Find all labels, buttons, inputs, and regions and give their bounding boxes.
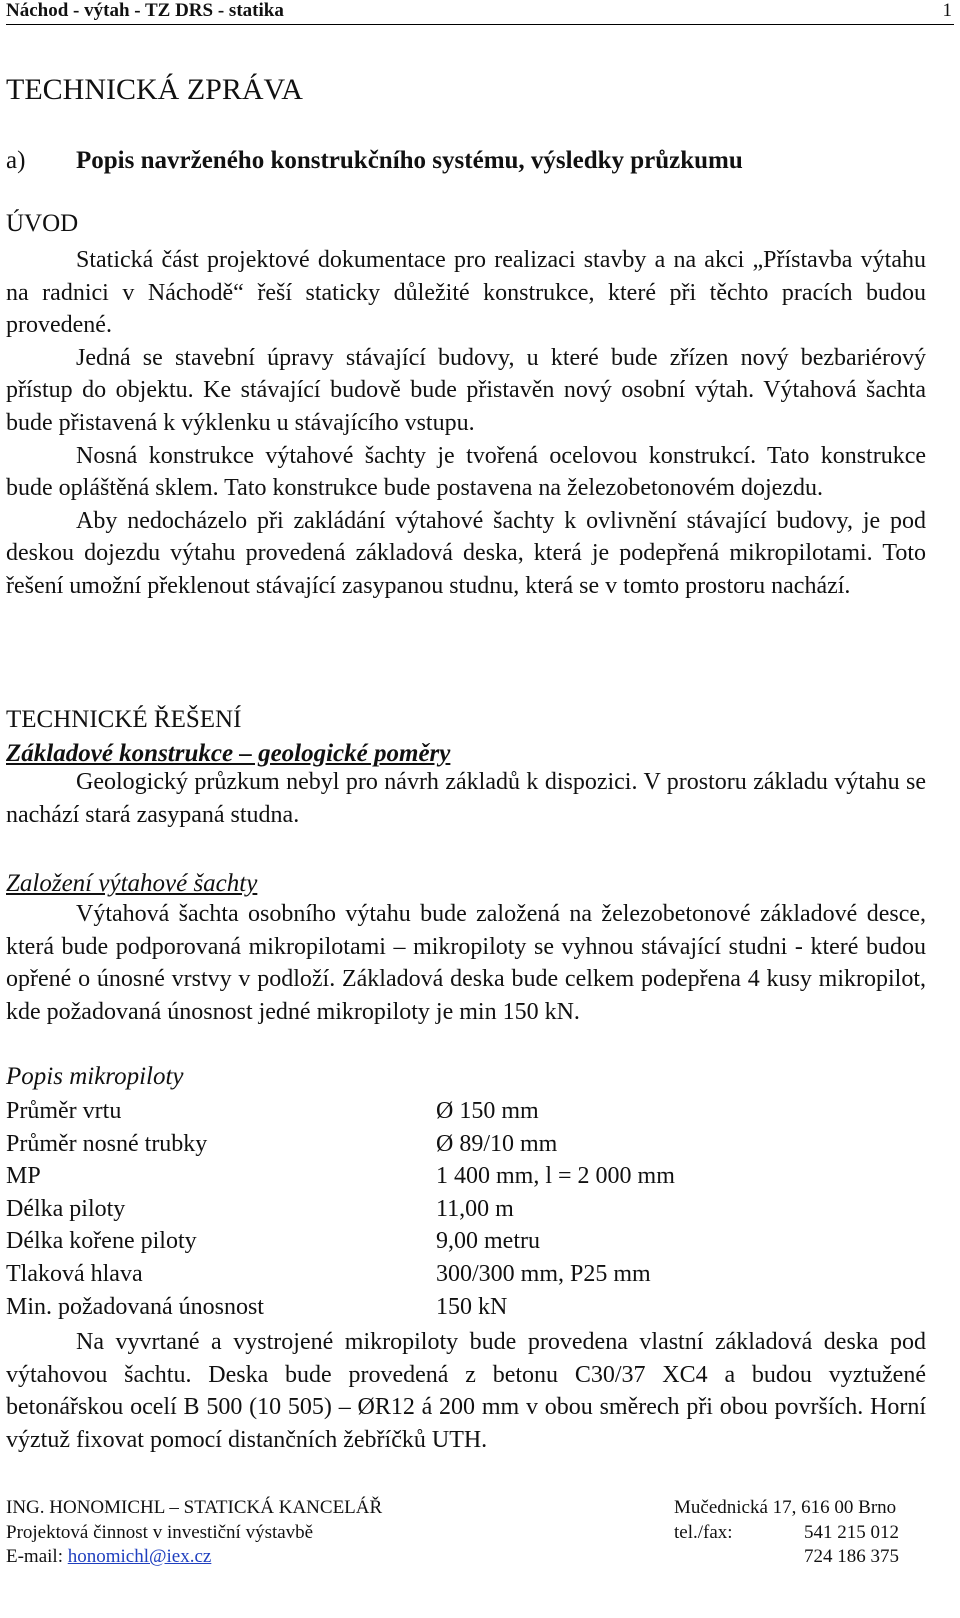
footer-tel: 541 215 012 — [804, 1521, 899, 1543]
section-label: a) — [6, 147, 26, 174]
page-number: 1 — [942, 0, 952, 21]
param-row — [6, 1291, 926, 1324]
uvod-text — [6, 244, 926, 603]
zalozeni-heading: Založení výtahové šachty — [6, 870, 258, 897]
param-value: Ø 150 mm — [436, 1098, 539, 1124]
zalozeni-paragraph: Výtahová šachta osobního výtahu bude založená na železobetonové základové desce, která bude podporovaná mikropilotami – mikropiloty se vyhnou stávající studni - které budou opřené o únosné vrstvy v podloží. Základová deska bude celkem podepřena 4 kusy mikropilot, kde požadovaná únosnost jedné mikropiloty je min 150 kN. — [6, 901, 926, 1025]
param-value: 11,00 m — [436, 1195, 514, 1222]
param-label: Tlaková hlava — [6, 1260, 143, 1287]
footer-row — [6, 1521, 926, 1546]
uvod-paragraph: Aby nedocházelo při zakládání výtahové šachty k ovlivnění stávající budovy, je pod deskou dojezdu výtahu provedená základová deska, která je podepřená mikropilotami. Toto řešení umožní překlenout stávající zasypanou studnu, která se v tomto prostoru nachází. — [6, 507, 926, 599]
uvod-paragraph: Statická část projektové dokumentace pro realizaci stavby a na akci „Přístavba výtahu na radnici v Náchodě“ řeší staticky důležité konstrukce, které při těchto pracích budou provedené. — [6, 247, 926, 339]
param-row — [6, 1095, 926, 1128]
footer-address: Mučednická 17, 616 00 Brno — [674, 1497, 897, 1518]
param-row — [6, 1258, 926, 1291]
footer-activity: Projektová činnost v investiční výstavbě — [6, 1521, 314, 1543]
footer-email-label: E-mail: — [6, 1546, 63, 1567]
document-title: TECHNICKÁ ZPRÁVA — [6, 73, 303, 106]
param-label: Průměr vrtu — [6, 1098, 122, 1124]
footer-row — [6, 1496, 926, 1521]
deska-paragraph: Na vyvrtané a vystrojené mikropiloty bude provedena vlastní základová deska pod výtahovou šachtu. Deska bude provedená z betonu C30/37 XC4 a budou vyztužené betonářskou ocelí B 500 (10 505) – ØR12 á 200 mm v obou směrech při obou površích. Horní výztuž fixovat pomocí distančních žebříčků UTH. — [6, 1329, 926, 1453]
geologie-paragraph: Geologický průzkum nebyl pro návrh základů k dispozici. V prostoru základu výtahu se nachází stará zasypaná studna. — [6, 769, 926, 828]
page-footer — [6, 1496, 926, 1612]
mikropilota-parameters — [6, 1095, 926, 1323]
uvod-heading: ÚVOD — [6, 210, 79, 237]
param-label: MP — [6, 1163, 41, 1190]
uvod-paragraph: Jedná se stavební úpravy stávající budovy, u které bude zřízen nový bezbariérový přístup do objektu. Ke stávající budově bude přistavěn nový osobní výtah. Výtahová šachta bude přistavená k výklenku u stávajícího vstupu. — [6, 344, 926, 436]
param-value: 1 400 mm, l = 2 000 mm — [436, 1163, 675, 1190]
param-label: Min. požadovaná únosnost — [6, 1293, 264, 1320]
param-row — [6, 1128, 926, 1161]
footer-mobile: 724 186 375 — [804, 1546, 899, 1567]
param-value: 150 kN — [436, 1293, 508, 1320]
zakladove-konstrukce-heading: Základové konstrukce – geologické poměry — [6, 740, 451, 767]
technicke-reseni-heading: TECHNICKÉ ŘEŠENÍ — [6, 706, 242, 733]
param-value: 9,00 metru — [436, 1228, 540, 1255]
param-row — [6, 1160, 926, 1193]
section-title: Popis navrženého konstrukčního systému, výsledky průzkumu — [76, 147, 743, 174]
param-label: Průměr nosné trubky — [6, 1130, 208, 1157]
page-header — [6, 0, 954, 25]
popis-mikropiloty-heading: Popis mikropiloty — [6, 1063, 184, 1090]
footer-tel-label: tel./fax: — [674, 1521, 733, 1543]
footer-row — [6, 1545, 926, 1570]
param-label: Délka kořene piloty — [6, 1228, 197, 1255]
param-row — [6, 1193, 926, 1226]
header-title: Náchod - výtah - TZ DRS - statika — [6, 0, 284, 21]
footer-email-link[interactable]: honomichl@iex.cz — [67, 1546, 212, 1567]
uvod-paragraph: Nosná konstrukce výtahové šachty je tvořená ocelovou konstrukcí. Tato konstrukce bude opláštěná sklem. Tato konstrukce bude postavena na železobetonovém dojezdu. — [6, 442, 926, 502]
geologie-text — [6, 766, 926, 831]
param-value: Ø 89/10 mm — [436, 1130, 558, 1157]
deska-text — [6, 1326, 926, 1456]
footer-company: ING. HONOMICHL – STATICKÁ KANCELÁŘ — [6, 1497, 383, 1518]
param-row — [6, 1225, 926, 1258]
footer-email-line — [6, 1545, 211, 1570]
param-value: 300/300 mm, P25 mm — [436, 1260, 651, 1287]
param-label: Délka piloty — [6, 1195, 126, 1222]
zalozeni-text — [6, 898, 926, 1028]
